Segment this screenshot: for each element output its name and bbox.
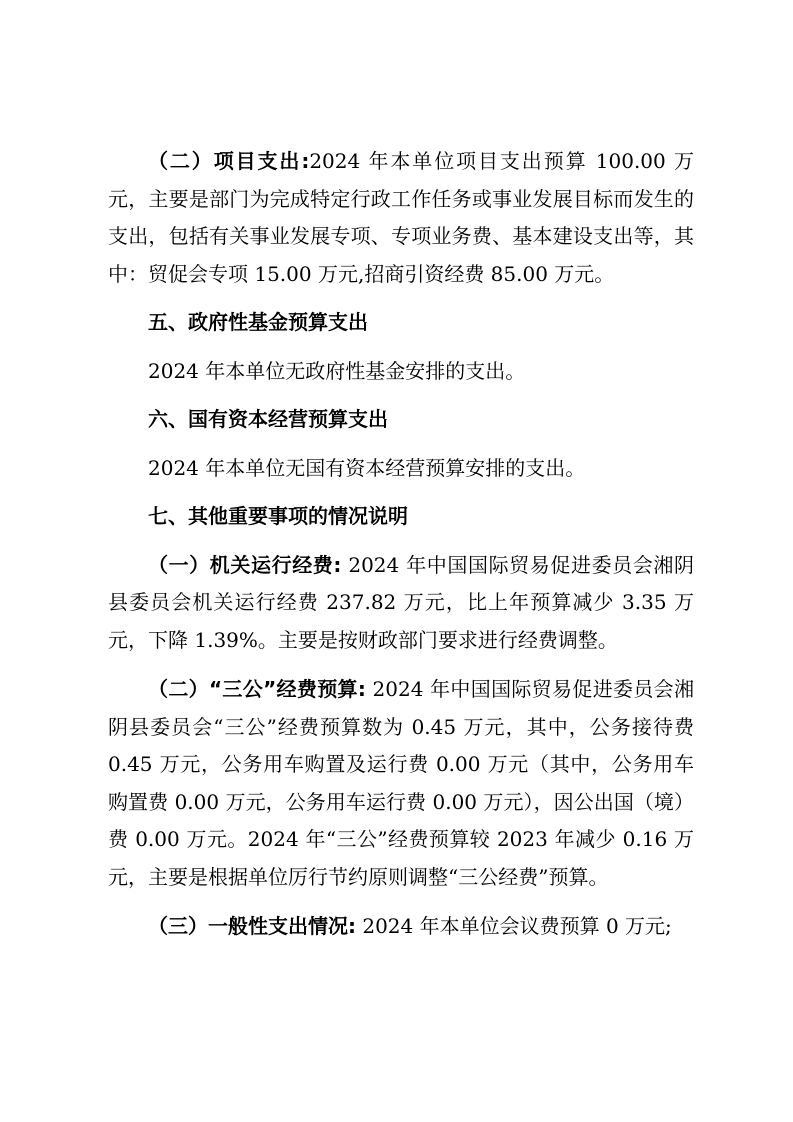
heading-government-fund: 五、政府性基金预算支出 (148, 310, 368, 334)
operating-funds-lead: （一）机关运行经费: (148, 552, 342, 577)
three-public-lead: （二）“三公”经费预算: (148, 677, 366, 701)
project-expenditure-text: 2024 年本单位项目支出预算 100.00 万元，主要是部门为完成特定行政工作任务或事业发展目标而发生的支出，包括有关事业发展专项、专项业务费、基本建设支出等，其中：贸促会专项 15.00 万元,招商引资经费 85.00 万元。 (108, 149, 695, 286)
document-body (108, 143, 694, 946)
three-public-text: 2024 年中国国际贸易促进委员会湘阴县委员会“三公”经费预算数为 0.45 万元，其中，公务接待费 0.45 万元，公务用车购置及运行费 0.00 万元（其中，公务用车购置费 0.00 万元，公务用车运行费 0.00 万元），因公出国（境）费 0.00 万元。2024 年“三公”经费预算较 2023 年减少 0.16 万元，主要是根据单位厉行节约原则调整“三公经费”预算。 (108, 677, 694, 889)
heading-other-matters: 七、其他重要事项的情况说明 (148, 504, 408, 528)
state-capital-paragraph: 2024 年本单位无国有资本经营预算安排的支出。 (148, 455, 586, 480)
government-fund-paragraph: 2024 年本单位无政府性基金安排的支出。 (148, 358, 526, 383)
three-public-paragraph (108, 671, 694, 896)
operating-funds-paragraph (108, 547, 694, 660)
heading-state-capital: 六、国有资本经营预算支出 (148, 407, 388, 431)
project-expenditure-paragraph (108, 143, 694, 293)
operating-funds-text: 2024 年中国国际贸易促进委员会湘阴县委员会机关运行经费 237.82 万元，比上年预算减少 3.35 万元，下降 1.39%。主要是按财政部门要求进行经费调整。 (108, 552, 694, 652)
general-expenditure-text: 2024 年本单位会议费预算 0 万元; (356, 914, 672, 938)
project-expenditure-lead: （二）项目支出: (148, 149, 310, 173)
general-expenditure-paragraph (108, 908, 694, 946)
general-expenditure-lead: （三）一般性支出情况: (148, 914, 356, 938)
